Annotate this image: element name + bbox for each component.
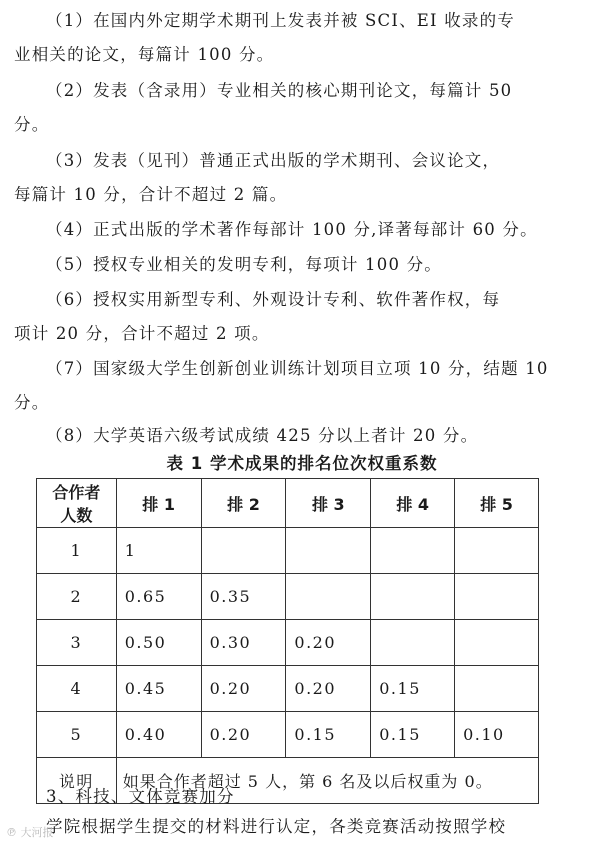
paragraph-7-line-1: （7）国家级大学生创新创业训练计划项目立项 10 分，结题 10 [46,359,549,378]
cell-weight [371,620,455,666]
cell-weight: 0.35 [201,574,286,620]
table-header-row [37,479,539,528]
cell-weight [371,528,455,574]
table-row [37,528,539,574]
cell-weight: 0.15 [286,712,371,758]
header-rank-3: 排 3 [286,479,371,528]
cell-weight: 0.20 [286,620,371,666]
note-text: 如果合作者超过 5 人，第 6 名及以后权重为 0。 [116,758,538,804]
cell-weight [286,574,371,620]
paragraph-2-line-1: （2）发表（含录用）专业相关的核心期刊论文，每篇计 50 [46,81,513,100]
cell-weight: 0.65 [116,574,201,620]
cell-weight [201,528,286,574]
cell-weight: 0.40 [116,712,201,758]
cell-weight [455,528,539,574]
paragraph-4: （4）正式出版的学术著作每部计 100 分,译著每部计 60 分。 [46,220,538,239]
cell-weight: 0.15 [371,712,455,758]
watermark-logo [6,824,54,840]
header-rank-5: 排 5 [455,479,539,528]
paragraph-7-line-2: 分。 [14,393,50,412]
paragraph-6-line-1: （6）授权实用新型专利、外观设计专利、软件著作权，每 [46,290,501,309]
paragraph-1-line-1: （1）在国内外定期学术期刊上发表并被 SCI、EI 收录的专 [46,11,515,30]
cell-count: 2 [37,574,117,620]
cell-weight: 1 [116,528,201,574]
table-caption: 表 1 学术成果的排名位次权重系数 [166,454,438,473]
cell-weight: 0.20 [201,666,286,712]
paragraph-3-line-2: 每篇计 10 分，合计不超过 2 篇。 [14,185,288,204]
section-heading: 3、科技、文体竞赛加分 [46,787,235,806]
header-rank-2: 排 2 [201,479,286,528]
table-row [37,620,539,666]
watermark-text: 大河报 [20,826,54,839]
paragraph-6-line-2: 项计 20 分，合计不超过 2 项。 [14,324,270,343]
cell-count: 5 [37,712,117,758]
table-row [37,712,539,758]
cell-weight: 0.15 [371,666,455,712]
cell-weight: 0.45 [116,666,201,712]
last-line: 学院根据学生提交的材料进行认定，各类竞赛活动按照学校 [46,817,507,836]
header-collaborators [37,479,117,528]
paragraph-2-line-2: 分。 [14,115,50,134]
watermark-icon: ℗ [6,826,17,839]
cell-count: 4 [37,666,117,712]
weight-table [36,478,539,804]
cell-weight [286,528,371,574]
cell-weight [371,574,455,620]
table-row [37,666,539,712]
paragraph-8: （8）大学英语六级考试成绩 425 分以上者计 20 分。 [46,426,479,445]
cell-weight: 0.20 [286,666,371,712]
note-label: 说明 [37,758,117,804]
cell-weight: 0.10 [455,712,539,758]
cell-weight [455,666,539,712]
cell-weight: 0.20 [201,712,286,758]
cell-count: 3 [37,620,117,666]
header-collaborators-line-2: 人数 [60,506,93,525]
paragraph-3-line-1: （3）发表（见刊）普通正式出版的学术期刊、会议论文， [46,151,501,170]
paragraph-1-line-2: 业相关的论文，每篇计 100 分。 [14,45,275,64]
cell-count: 1 [37,528,117,574]
cell-weight: 0.30 [201,620,286,666]
paragraph-5: （5）授权专业相关的发明专利，每项计 100 分。 [46,255,442,274]
header-rank-4: 排 4 [371,479,455,528]
cell-weight: 0.50 [116,620,201,666]
header-collaborators-line-1: 合作者 [52,483,101,502]
cell-weight [455,574,539,620]
cell-weight [455,620,539,666]
table-row [37,574,539,620]
header-rank-1: 排 1 [116,479,201,528]
